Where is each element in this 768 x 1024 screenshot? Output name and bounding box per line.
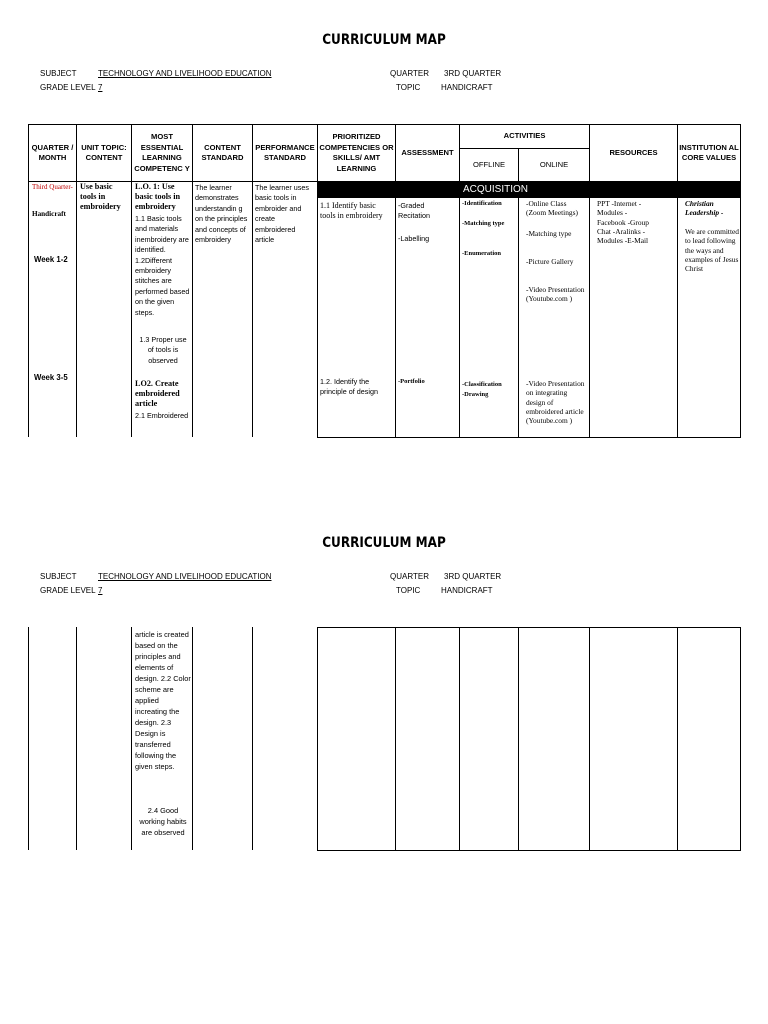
topic-value-2: HANDICRAFT xyxy=(441,586,493,595)
offline-1: -Identification xyxy=(462,200,502,207)
melc-continued: article is created based on the principles and elements of design. 2.2 Color scheme are applied increating the design. 2.3 Design is transferred following the given steps. xyxy=(135,630,191,771)
melc-item-24: 2.4 Good working habits are observed xyxy=(139,806,187,837)
quarter-label: QUARTER xyxy=(390,69,429,78)
prioritized-2: 1.2. Identify the principle of design xyxy=(320,377,378,397)
performance-standard-cell: The learner uses basic tools in embroider and create embroidered article xyxy=(255,183,309,245)
online-4: -Video Presentation (Youtube.com ) xyxy=(526,285,585,304)
lo1-item-13: 1.3 Proper use of tools is observed xyxy=(139,335,187,365)
header-core-values: INSTITUTION AL CORE VALUES xyxy=(679,142,739,162)
header-offline: OFFLINE xyxy=(472,159,506,169)
online-2: -Matching type xyxy=(526,229,572,238)
header-melc: MOST ESSENTIAL LEARNING COMPETENC Y xyxy=(134,132,190,173)
online-3: -Picture Gallery xyxy=(526,257,574,266)
grade-label-2: GRADE LEVEL xyxy=(40,586,96,595)
topic-label: TOPIC xyxy=(396,83,421,92)
header-prioritized: PRIORITIZED COMPETENCIES OR SKILLS/ AMT LEARNING xyxy=(319,132,394,173)
subject-label: SUBJECT xyxy=(40,69,77,78)
prioritized-1: 1.1 Identify basic tools in embroidery xyxy=(320,201,383,220)
header-resources: RESOURCES xyxy=(609,147,658,157)
lo1-title: L.O. 1: Use basic tools in embroidery xyxy=(135,182,181,211)
quarter-cell: Third Quarter- xyxy=(32,183,73,191)
week-3-5: Week 3-5 xyxy=(34,373,68,382)
offline-3: -Enumeration xyxy=(462,250,501,257)
lo2-title: LO2. Create embroidered article xyxy=(135,379,180,408)
acquisition-bar xyxy=(317,182,741,198)
quarter-value-2: 3RD QUARTER xyxy=(444,572,502,581)
content-standard-cell: The learner demonstrates understandin g on the principles and concepts of embroidery xyxy=(195,183,248,245)
online-1: -Online Class (Zoom Meetings) xyxy=(526,199,578,218)
lo2-body: 2.1 Embroidered xyxy=(135,411,189,420)
lo1-body: 1.1 Basic tools and materials inembroidery are identified. 1.2Different embroidery stitches are performed based on the given steps. xyxy=(135,214,190,317)
topic-label-2: TOPIC xyxy=(396,586,421,595)
assessment-3: -Portfolio xyxy=(398,378,425,385)
header-online: ONLINE xyxy=(539,159,569,169)
header-unit-topic: UNIT TOPIC: CONTENT xyxy=(81,142,127,162)
page-title-2: CURRICULUM MAP xyxy=(322,535,446,551)
grade-label: GRADE LEVEL xyxy=(40,83,96,92)
quarter-value: 3RD QUARTER xyxy=(444,69,502,78)
grade-value: 7 xyxy=(98,83,103,92)
online-5: -Video Presentation on integrating design of embroidered article (Youtube.com ) xyxy=(526,379,585,426)
acquisition-label: ACQUISITION xyxy=(463,184,529,195)
topic-value: HANDICRAFT xyxy=(441,83,493,92)
offline-5: -Drawing xyxy=(462,391,489,398)
grade-value-2: 7 xyxy=(98,586,103,595)
subject-value-2: TECHNOLOGY AND LIVELIHOOD EDUCATION xyxy=(98,572,272,581)
core-values-title: Christian Leadership - xyxy=(685,199,724,218)
header-activities: ACTIVITIES xyxy=(503,131,546,141)
assessment-1: -Graded Recitation xyxy=(398,201,430,221)
handicraft-cell: Handicraft xyxy=(32,210,66,218)
header-assessment: ASSESSMENT xyxy=(401,147,454,157)
header-performance-standard: PERFORMANCE STANDARD xyxy=(255,142,315,162)
offline-4: -Classification xyxy=(462,381,502,388)
core-values-body: We are committed to lead following the ways and examples of Jesus Christ xyxy=(685,227,739,274)
week-1-2: Week 1-2 xyxy=(34,255,68,264)
subject-value: TECHNOLOGY AND LIVELIHOOD EDUCATION xyxy=(98,69,272,78)
assessment-2: -Labelling xyxy=(398,234,430,243)
header-quarter-month: QUARTER / MONTH xyxy=(31,142,74,162)
page-title: CURRICULUM MAP xyxy=(322,32,446,48)
header-content-standard: CONTENT STANDARD xyxy=(201,142,244,162)
quarter-label-2: QUARTER xyxy=(390,572,429,581)
subject-label-2: SUBJECT xyxy=(40,572,77,581)
resources-cell: PPT -Internet -Modules -Facebook -Group Chat -Aralinks -Modules -E-Mail xyxy=(597,199,649,246)
offline-2: -Matching type xyxy=(462,220,505,227)
unit-topic-cell: Use basic tools in embroidery xyxy=(80,182,121,211)
